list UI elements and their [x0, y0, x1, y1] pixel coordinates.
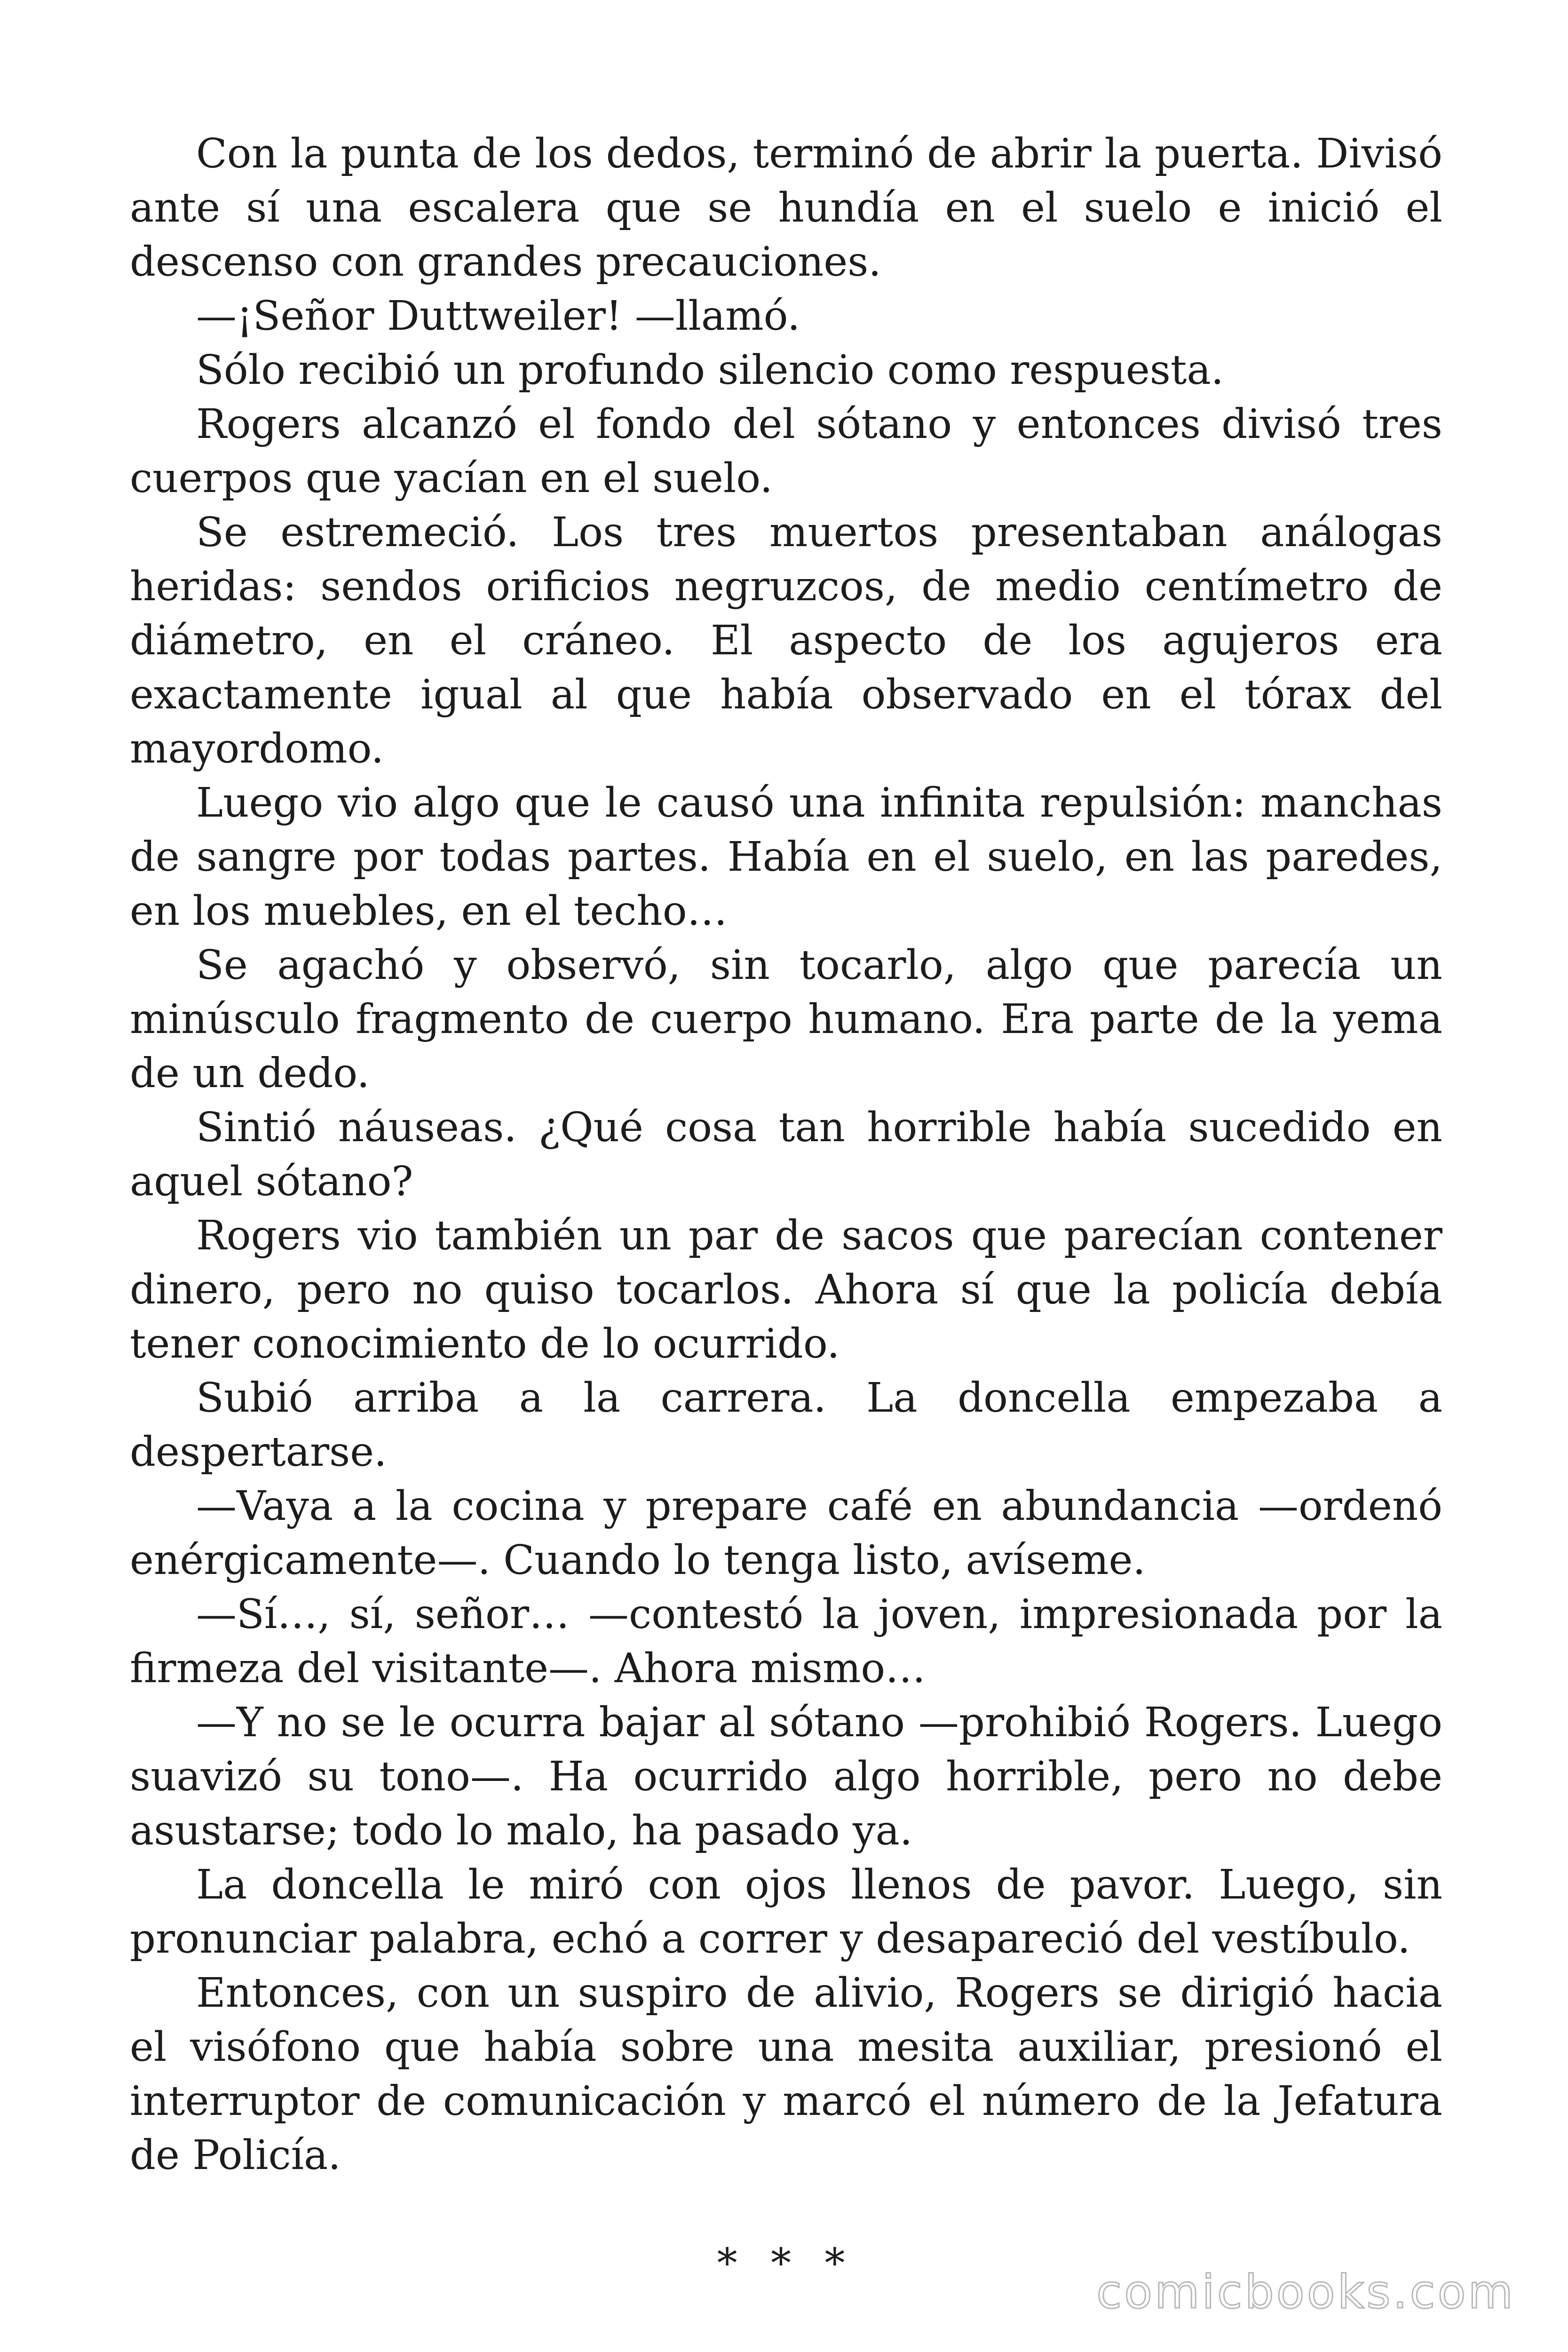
paragraph: Con la punta de los dedos, terminó de abrir la puerta. Divisó ante sí una escalera que se hundía en el suelo e inició el descenso con grandes precauciones. [130, 130, 1442, 286]
watermark: comicbooks.com [1096, 2265, 1515, 2319]
paragraph: Rogers alcanzó el fondo del sótano y entonces divisó tres cuerpos que yacían en el suelo. [130, 401, 1442, 502]
paragraph: Subió arriba a la carrera. La doncella empezaba a despertarse. [130, 1375, 1442, 1476]
paragraph: —Y no se le ocurra bajar al sótano —prohibió Rogers. Luego suavizó su tono—. Ha ocurrido algo horrible, pero no debe asustarse; todo lo malo, ha pasado ya. [130, 1699, 1442, 1854]
paragraph: Sintió náuseas. ¿Qué cosa tan horrible había sucedido en aquel sótano? [130, 1104, 1442, 1205]
paragraph: Se estremeció. Los tres muertos presentaban análogas heridas: sendos orificios negruzcos, de medio centímetro de diámetro, en el cráneo. El aspecto de los agujeros era exactamente igual al que había observado en el tórax del mayordomo. [130, 509, 1442, 772]
paragraph: —Sí…, sí, señor… —contestó la joven, impresionada por la firmeza del visitante—. Ahora mismo… [130, 1591, 1442, 1692]
paragraph: —Vaya a la cocina y prepare café en abundancia —ordenó enérgicamente—. Cuando lo tenga listo, avíseme. [130, 1483, 1442, 1584]
page-body [130, 127, 1442, 2291]
section-separator: * * * [717, 2240, 855, 2287]
paragraph: Se agachó y observó, sin tocarlo, algo que parecía un minúsculo fragmento de cuerpo humano. Era parte de la yema de un dedo. [130, 942, 1442, 1097]
paragraph: Entonces, con un suspiro de alivio, Rogers se dirigió hacia el visófono que había sobre una mesita auxiliar, presionó el interruptor de comunicación y marcó el número de la Jefatura de Policía. [130, 1970, 1442, 2179]
paragraph: La doncella le miró con ojos llenos de pavor. Luego, sin pronunciar palabra, echó a correr y desapareció del vestíbulo. [130, 1861, 1442, 1963]
paragraph: Sólo recibió un profundo silencio como respuesta. [196, 347, 1224, 394]
paragraph: Luego vio algo que le causó una infinita repulsión: manchas de sangre por todas partes. Había en el suelo, en las paredes, en los muebles, en el techo… [130, 779, 1442, 935]
paragraph: Rogers vio también un par de sacos que parecían contener dinero, pero no quiso tocarlos. Ahora sí que la policía debía tener conocimiento de lo ocurrido. [130, 1212, 1442, 1367]
paragraph: —¡Señor Duttweiler! —llamó. [196, 293, 800, 340]
